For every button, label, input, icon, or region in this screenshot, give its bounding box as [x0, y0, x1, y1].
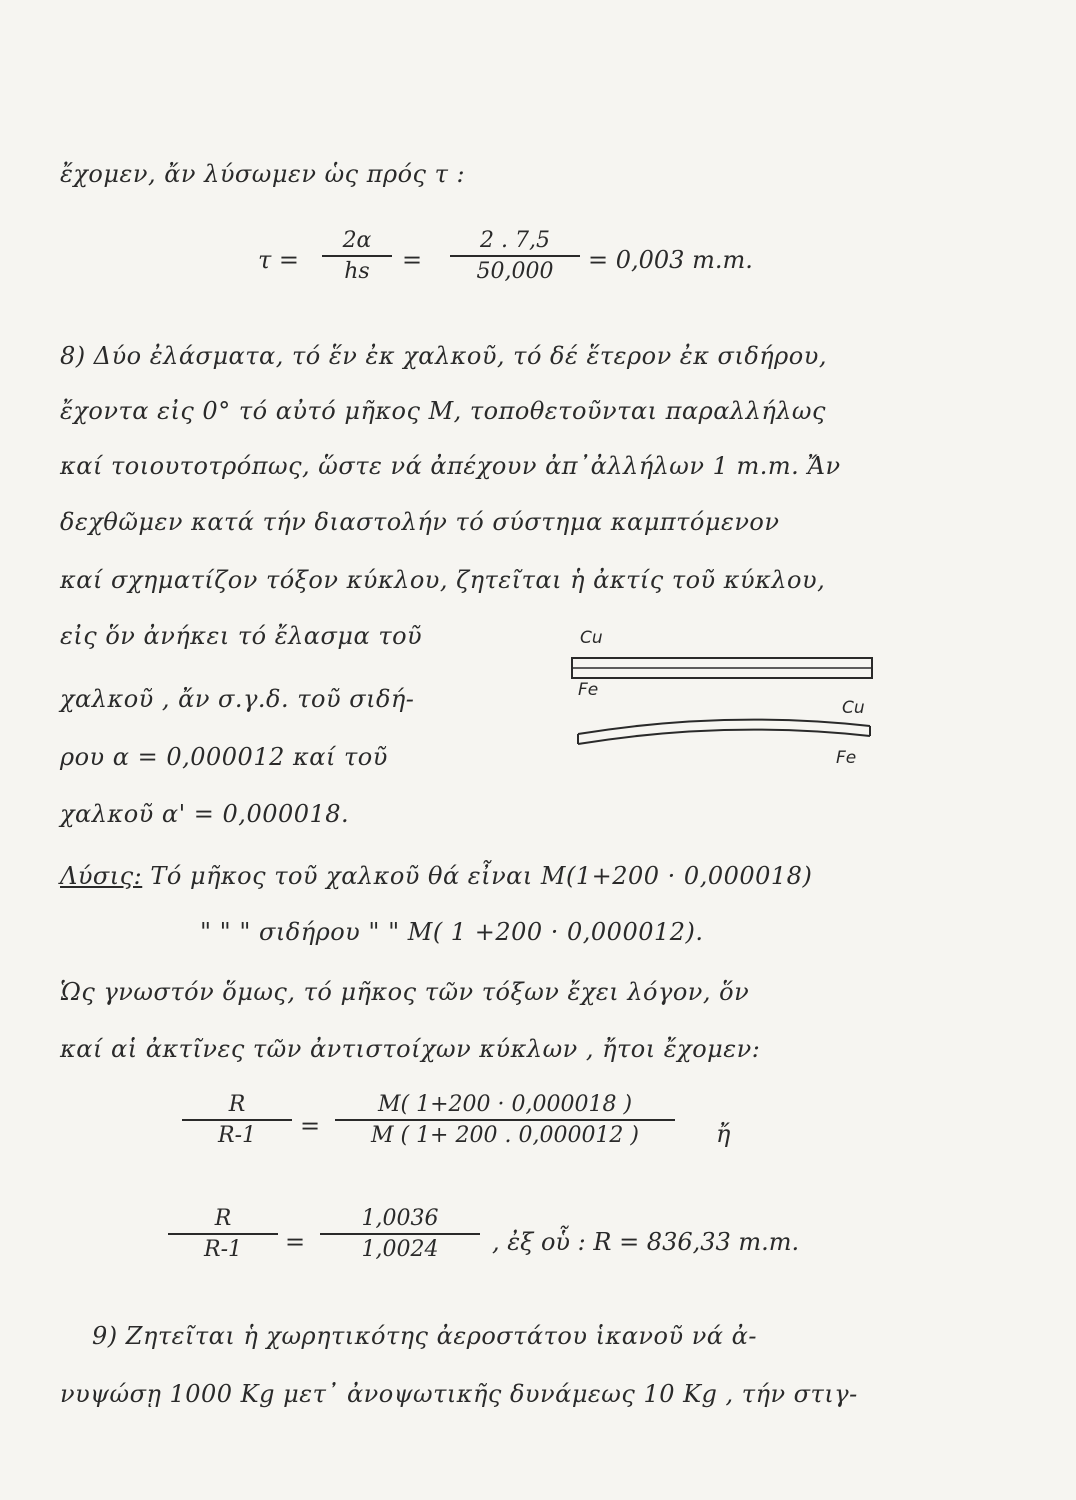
strips-drawing	[560, 650, 890, 750]
eq3-f1-numerator: R	[214, 1206, 232, 1231]
eq1-f2-denominator: 50,000	[476, 259, 554, 284]
eq3-equals: =	[285, 1228, 306, 1256]
eq3-f1-denominator: R-1	[204, 1237, 242, 1262]
text-line-4: καί τοιουτοτρόπως, ὥστε νά ἀπέχουν ἀπ᾿ἀλλήλων 1 m.m. Ἄν	[60, 452, 841, 480]
eq1-equals: =	[402, 246, 423, 274]
eq2-equals: =	[300, 1112, 321, 1140]
eq3-fraction-1	[168, 1206, 278, 1262]
text-line-13: Ὡς γνωστόν ὅμως, τό μῆκος τῶν τόξων ἔχει λόγον, ὅν	[60, 978, 750, 1006]
text-line-14: καί αἱ ἀκτῖνες τῶν ἀντιστοίχων κύκλων , ἤτοι ἔχομεν:	[60, 1035, 761, 1063]
text-line-7: εἰς ὅν ἀνήκει τό ἔλασμα τοῦ	[60, 622, 423, 650]
diagram-label-fe-bottom: Fe	[836, 748, 857, 768]
eq3-f2-denominator: 1,0024	[361, 1237, 439, 1262]
eq3-fraction-2	[320, 1206, 480, 1262]
eq2-fraction-2	[335, 1092, 675, 1148]
solution-text: Τό μῆκος τοῦ χαλκοῦ θά εἶναι Μ(1+200 · 0,000018)	[142, 862, 813, 890]
bent-strip-bottom	[578, 730, 870, 744]
eq1-result: = 0,003 m.m.	[588, 246, 753, 274]
eq2-f1-denominator: R-1	[218, 1123, 256, 1148]
text-line-9: ρου α = 0,000012 καί τοῦ	[60, 743, 388, 771]
text-line-1: ἔχομεν, ἄν λύσωμεν ὡς πρός τ :	[60, 160, 466, 188]
eq1-fraction-2	[450, 228, 580, 284]
text-line-15: 9) Ζητεῖται ἡ χωρητικότης ἀεροστάτου ἱκανοῦ νά ἀ-	[92, 1322, 757, 1350]
diagram-label-fe-top: Fe	[578, 680, 599, 700]
eq1-f1-numerator: 2α	[342, 228, 372, 253]
eq3-result: , ἐξ οὗ : R = 836,33 m.m.	[492, 1228, 800, 1256]
text-line-2: 8) Δύο ἐλάσματα, τό ἕν ἐκ χαλκοῦ, τό δέ ἕτερον ἐκ σιδήρου,	[60, 342, 827, 370]
eq2-f2-numerator: M( 1+200 · 0,000018 )	[377, 1092, 633, 1117]
eq2-fraction-1	[182, 1092, 292, 1148]
eq2-or: ἤ	[716, 1120, 731, 1148]
solution-label: Λύσις:	[60, 862, 143, 890]
diagram-label-cu-bottom: Cu	[842, 698, 865, 718]
text-line-6: καί σχηματίζον τόξον κύκλου, ζητεῖται ἡ ἀκτίς τοῦ κύκλου,	[60, 566, 826, 594]
eq2-f2-denominator: M ( 1+ 200 . 0,000012 )	[370, 1123, 640, 1148]
eq3-f2-numerator: 1,0036	[361, 1206, 439, 1231]
eq1-fraction-1	[322, 228, 392, 284]
eq1-f2-numerator: 2 . 7,5	[480, 228, 550, 253]
text-line-12: " " " σιδήρου " " Μ( 1 +200 · 0,000012).	[200, 918, 704, 946]
text-line-3: ἔχοντα εἰς 0° τό αὐτό μῆκος Μ, τοποθετοῦνται παραλλήλως	[60, 397, 826, 425]
text-line-5: δεχθῶμεν κατά τήν διαστολήν τό σύστημα καμπτόμενον	[60, 508, 780, 536]
text-line-8: χαλκοῦ , ἄν σ.γ.δ. τοῦ σιδή-	[60, 685, 415, 713]
eq1-lhs: τ =	[258, 246, 300, 274]
text-line-16: νυψώσῃ 1000 Kg μετ᾿ ἀνοψωτικῆς δυνάμεως 10 Kg , τήν στιγ-	[60, 1380, 858, 1408]
eq2-f1-numerator: R	[228, 1092, 246, 1117]
diagram-label-cu-top: Cu	[580, 628, 603, 648]
text-line-10: χαλκοῦ α' = 0,000018.	[60, 800, 350, 828]
eq1-f1-denominator: hs	[344, 259, 370, 284]
text-line-11	[60, 862, 812, 890]
